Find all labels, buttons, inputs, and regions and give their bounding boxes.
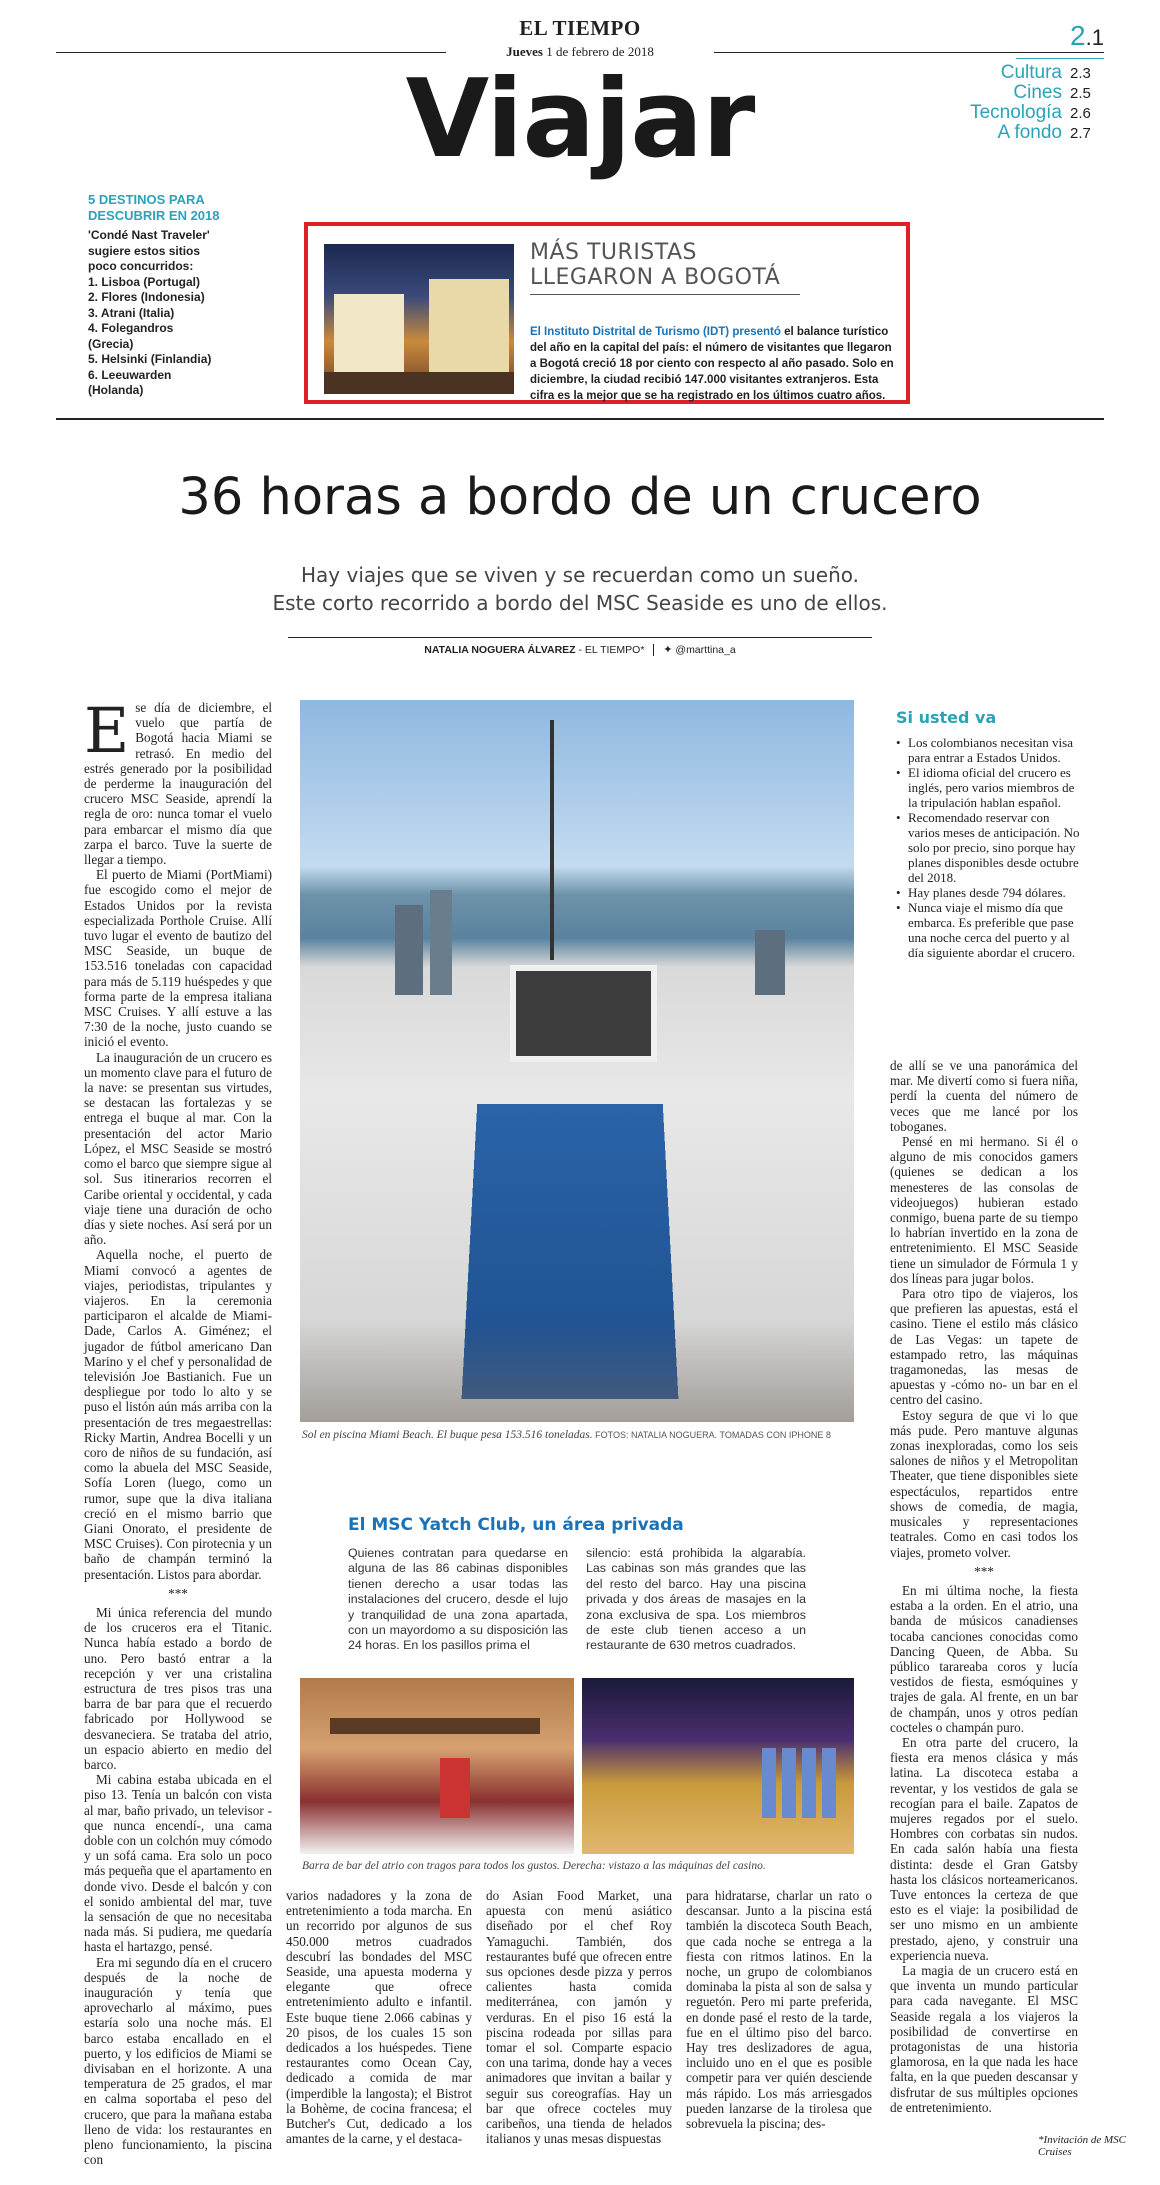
teaser-box[interactable] xyxy=(304,222,910,404)
article-column-1: Ese día de diciembre, el vuelo que partía de Bogotá hacia Miami se retrasó. En medio del estrés generado por la posibilidad de perderme la inauguración del crucero MSC Seaside, aprendí la regla de oro: nunca tomar el vuelo para embarcar el mismo día que zarpa el barco. Tuve la suerte de llegar a tiempo. El puerto de Miami (PortMiami) fue escogido como el mejor de Estados Unidos por la revista especializada Porthole Cruise. Allí tuvo lugar el evento de bautizo del MSC Seaside, un buque de 153.516 toneladas con capacidad para más de 5.119 huéspedes y que forma parte de la empresa italiana MSC Cruises. Y allí estuve a las 7:30 de la noche, justo cuando se inició el evento. La inauguración de un crucero es un momento clave para el futuro de la nave: se presentan sus virtudes, se destacan las fortalezas y se entrega el buque al mar. Con la presentación del actor Mario López, el MSC Seaside se mostró como el barco que siempre sigue al sol. Sus itinerarios recorren el Caribe oriental y occidental, y cada viaje tiene una duración de ocho días y siete noches. Así será por un año. Aquella noche, el puerto de Miami convocó a agentes de viajes, periodistas, tripulantes y viajeros. En la ceremonia participaron el alcalde de Miami-Dade, Carlos A. Giménez; el jugador de fútbol americano Dan Marino y el chef y personalidad de televisión Joe Bastianich. Fue un despliegue por todo lo alto y se puso el listón aún más arriba con la presentación de tres megaestrellas: Ricky Martin, Andrea Bocelli y un coro de niños de su fundación, así como la abuela del MSC Seaside, Sofía Loren (luego, como un rumor, supe que la diva italiana creció en el mismo barrio que Giani Onorato, el presidente de MSC Cruises). Con pirotecnia y un baño de champán terminó la presentación. Listos para abordar. *** Mi única referencia del mundo de los cruceros era el Titanic. Nunca había estado a bordo de uno. Pero bastó entrar a la recepción y ver una cristalina estructura de tres pisos tras una barra de bar para que el recuerdo fabricado por Hollywood se desvaneciera. Se trataba del atrio, un espacio abierto en medio del barco. Mi cabina estaba ubicada en el piso 13. Tenía un balcón con vista al mar, baño privado, un televisor -que nunca encendí-, una cama doble con un colchón muy cómodo y un sofá cama. Era solo un poco más pequeña que el apartamento en donde vivo. Desde el balcón y con el sonido ambiental del mar, tuve la sensación de que no necesitaba nada más. Si pudiera, me quedaría hasta el hartazgo, pensé. Era mi segundo día en el crucero después de la noche de inauguración y tenía que aprovecharlo al máximo, pues estaría solo una noche más. El barco estaba encallado en el puerto, y los edificios de Miami se divisaban en el horizonte. A una temperatura de 25 grados, el mar en calma soportaba el peso del crucero, que para la mañana estaba lleno de vida: los restaurantes en pleno funcionamiento, la piscina con xyxy=(84,694,272,2168)
index-item-a-fondo[interactable]: A fondo 2.7 xyxy=(997,122,1091,143)
si-usted-va-box xyxy=(880,700,1080,960)
list-item: • Los colombianos necesitan visa para entrar a Estados Unidos. xyxy=(896,735,1080,765)
drop-cap: E xyxy=(84,694,130,767)
byline-rule xyxy=(288,637,872,638)
index-item-cultura[interactable]: Cultura 2.3 xyxy=(1000,62,1091,83)
sidebar-title: Si usted va xyxy=(896,708,997,727)
yatch-club-text-b: silencio: está prohibida la algarabía. Las cabinas son más grandes que las del resto del barco. Hay una piscina privada y dos áreas de masajes en la zona exclusiva de spa. Los miembros de este club tienen acceso a un restaurante de 630 metros cuadrados. xyxy=(586,1546,806,1653)
teaser-text: El Instituto Distrital de Turismo (IDT) presentó el balance turístico del año en la capital del país: el número de visitantes que llegaron a Bogotá creció 18 por ciento con respecto al año pasado. Solo en diciembre, la ciudad recibió 147.000 visitantes extranjeros. Esta cifra es la mejor que se ha registrado en los últimos cuatro años. xyxy=(530,326,894,402)
byline: NATALIA NOGUERA ÁLVAREZ - EL TIEMPO* ✦ @marttina_a xyxy=(424,644,736,656)
article-deck-line-1: Hay viajes que se viven y se recuerdan como un sueño. xyxy=(301,563,859,587)
bogota-street-photo xyxy=(324,244,514,394)
destinos-title: 5 DESTINOS PARA DESCUBRIR EN 2018 xyxy=(88,192,220,223)
publication-date: Jueves 1 de febrero de 2018 xyxy=(506,44,654,59)
page-number-rule xyxy=(1016,58,1104,59)
newspaper-brand: EL TIEMPO xyxy=(519,16,641,40)
small-photos-caption: Barra de bar del atrio con tragos para todos los gustos. Derecha: vistazo a las máquinas del casino. xyxy=(302,1860,766,1872)
yatch-club-text-a: Quienes contratan para quedarse en alguna de las 86 cabinas disponibles tienen derecho a usar todas las instalaciones del crucero, desde el lujo y tranquilidad de una zona apartada, con un mayordomo a su disposición las 24 horas. En los pasillos prima el xyxy=(348,1546,568,1653)
atrium-bar-photo xyxy=(300,1678,574,1854)
top-section-rule xyxy=(56,418,1104,420)
cruise-pool-photo xyxy=(300,700,854,1422)
sidebar-list xyxy=(880,735,1080,960)
teaser-headline: MÁS TURISTAS LLEGARON A BOGOTÁ xyxy=(530,240,781,290)
article-column-3: do Asian Food Market, una apuesta con menú asiático diseñado por el chef Roy Yamaguchi. También, dos restaurantes bufé que ofrecen entre sus opciones desde pizza y perros calientes hasta comida mediterránea, con jamón y verduras. En el piso 16 está la piscina rodeada por sillas para tomar el sol. Comparte espacio con una tarima, donde hay a veces animadores que invitan a bailar y seguir sus coreografías. Hay un bar que ofrece cocteles muy caribeños, una tienda de helados italianos y unas mesas dispuestas xyxy=(486,1888,672,2147)
page-number: 2.1 xyxy=(1070,20,1104,51)
list-item: • Hay planes desde 794 dólares. xyxy=(896,885,1080,900)
list-item: • Recomendado reservar con varios meses de anticipación. No solo por precio, sino porque hay planes disponibles desde octubre del 2018. xyxy=(896,810,1080,885)
article-column-5: de allí se ve una panorámica del mar. Me divertí como si fuera niña, perdí la cuenta del número de veces que me lancé por los toboganes. Pensé en mi hermano. Si él o alguno de mis conocidos gamers (quienes se dedican a los menesteres de las consolas de videojuegos) hubieran estado conmigo, buena parte de su tiempo lo habrían invertido en la zona de entretenimiento. El MSC Seaside tiene un simulador de Fórmula 1 y dos líneas para jugar bolos. Para otro tipo de viajeros, los que prefieren las apuestas, está el casino. Tiene el estilo más clásico de Las Vegas: un tapete de estampado retro, las máquinas tragamonedas, las mesas de apuestas y -cómo no- un bar en el centro del casino. Estoy segura de que vi lo que más pude. Pero mantuve algunas zonas inexploradas, como los seis salones de niños y el Metropolitan Theater, que tiene disponibles siete espectáculos, repartidos entre shows de comedia, de magia, musicales y representaciones teatrales. Como en casi todos los viajes, prometo volver. *** En mi última noche, la fiesta estaba a la orden. En el atrio, una banda de músicos canadienses tocaba canciones conocidas como Dancing Queen, de Abba. Su público tarareaba coros y lucía vestidos de fiesta, esmóquines y trajes de gala. Al frente, en un bar de champán, unos y otros pedían cocteles o champán puro. En otra parte del crucero, la fiesta era menos clásica y más latina. La discoteca estaba a reventar, y los vestidos de gala se recogían para el baile. Zapatos de mujeres regados por el suelo. Hombres con corbatas sin nudos. En cada salón había una fiesta distinta: desde el Gran Gatsby hasta los clásicos norteamericanos. Tuve entonces la certeza de que esto es el viaje: la posibilidad de ser uno mismo en un ambiente prestado, ajeno, y construir una experiencia nueva. La magia de un crucero está en que inventa un mundo particular para cada navegante. El MSC Seaside regala a los viajeros la posibilidad de convertirse en protagonistas de una historia glamorosa, en la que nada les hace falta, en la que pueden descansar y disfrutar de sus múltiples opciones de entretenimiento. xyxy=(890,1058,1078,2115)
main-photo-caption: Sol en piscina Miami Beach. El buque pesa 153.516 toneladas. FOTOS: NATALIA NOGUERA. TOMADAS CON IPHONE 8 xyxy=(302,1429,831,1441)
index-item-cines[interactable]: Cines 2.5 xyxy=(1013,82,1091,103)
section-title: Viajar xyxy=(405,57,755,182)
article-headline: 36 horas a bordo de un crucero xyxy=(178,468,982,527)
casino-machines-photo xyxy=(582,1678,854,1854)
article-column-4: para hidratarse, charlar un rato o descansar. Junto a la piscina está también la discoteca South Beach, que cada noche se entrega a la fiesta con ritmos latinos. En la noche, un grupo de colombianos dominaba la pista al son de salsa y reguetón. Pero mi parte preferida, en donde pasé el resto de la tarde, fue en el último piso del barco. Hay tres deslizadores de agua, incluido uno en el que es posible competir para ver quién desciende más rápido. Los más arriesgados pueden lanzarse de la tirolesa que sobrevuela la piscina; des- xyxy=(686,1888,872,2132)
article-column-2: varios nadadores y la zona de entretenimiento a toda marcha. En un recorrido por algunos de sus 450.000 metros cuadrados descubrí las bondades del MSC Seaside, una apuesta moderna y elegante que ofrece entretenimiento adulto e infantil. Este buque tiene 2.066 cabinas y 20 pisos, de los cuales 15 son dedicados a los huéspedes. Tiene restaurantes como Ocean Cay, dedicado a comida de mar (imperdible la langosta); el Bistrot la Bohème, de cocina francesa; el Butcher's Cut, dedicado a los amantes de la carne, y el destaca- xyxy=(286,1888,472,2147)
list-item: • El idioma oficial del crucero es inglés, pero varios miembros de la tripulación hablan español. xyxy=(896,765,1080,810)
yatch-club-title: El MSC Yatch Club, un área privada xyxy=(348,1515,684,1535)
twitter-icon: ✦ xyxy=(663,644,673,656)
footnote: *Invitación de MSC Cruises xyxy=(1038,2134,1126,2158)
index-item-tecnologia[interactable]: Tecnología 2.6 xyxy=(970,102,1091,123)
teaser-divider xyxy=(530,294,800,295)
twitter-handle[interactable]: @marttina_a xyxy=(675,644,736,656)
destinos-list: 'Condé Nast Traveler' sugiere estos sitios poco concurridos: 1. Lisboa (Portugal) 2. Flores (Indonesia) 3. Atrani (Italia) 4. Folegandros (Grecia) 5. Helsinki (Finlandia) 6. Leeuwarden (Holanda) xyxy=(88,228,212,397)
article-deck-line-2: Este corto recorrido a bordo del MSC Seaside es uno de ellos. xyxy=(272,591,888,615)
list-item: • Nunca viaje el mismo día que embarca. Es preferible que pase una noche cerca del puerto y al día siguiente abordar el crucero. xyxy=(896,900,1080,960)
